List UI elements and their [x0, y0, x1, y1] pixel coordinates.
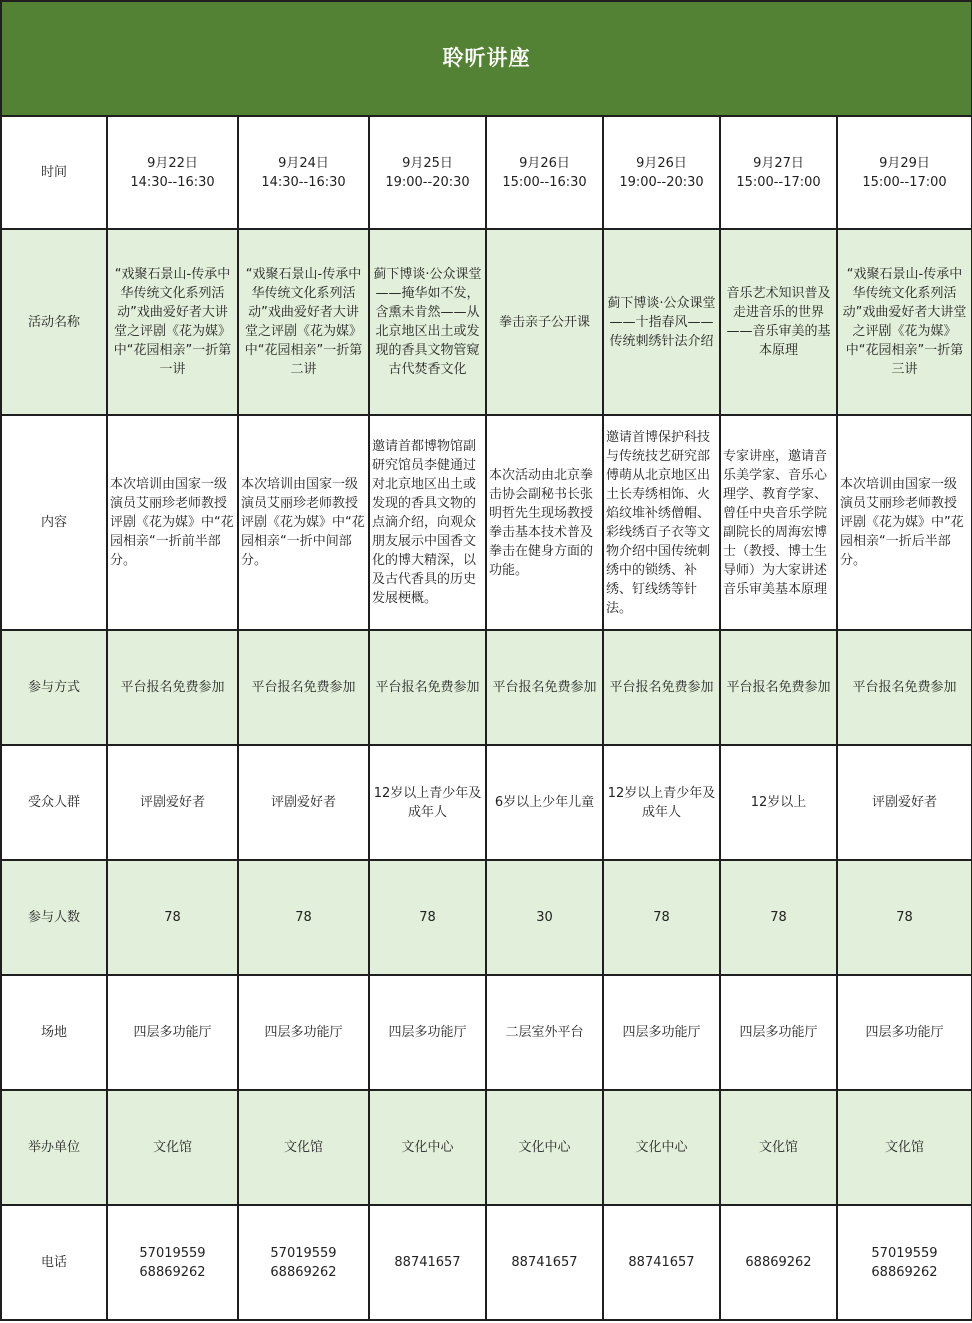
time-cell-2: 9月24日 14:30--16:30 [238, 116, 369, 229]
phone-cell-7: 57019559 68869262 [837, 1205, 972, 1320]
count-cell-1: 78 [107, 860, 238, 975]
row-label-count: 参与人数 [1, 860, 107, 975]
name-cell-1: “戏聚石景山-传承中华传统文化系列活动”戏曲爱好者大讲堂之评剧《花为媒》中“花园相亲”一折第一讲 [107, 229, 238, 415]
organizer-cell-1: 文化馆 [107, 1090, 238, 1205]
row-organizer [1, 1090, 972, 1205]
count-cell-7: 78 [837, 860, 972, 975]
method-cell-1: 平台报名免费参加 [107, 630, 238, 745]
count-cell-3: 78 [369, 860, 486, 975]
method-cell-3: 平台报名免费参加 [369, 630, 486, 745]
row-label-content: 内容 [1, 415, 107, 630]
venue-cell-2: 四层多功能厅 [238, 975, 369, 1090]
count-cell-4: 30 [486, 860, 603, 975]
row-label-organizer: 举办单位 [1, 1090, 107, 1205]
audience-cell-1: 评剧爱好者 [107, 745, 238, 860]
venue-cell-7: 四层多功能厅 [837, 975, 972, 1090]
time-cell-7: 9月29日 15:00--17:00 [837, 116, 972, 229]
count-cell-2: 78 [238, 860, 369, 975]
time-cell-3: 9月25日 19:00--20:30 [369, 116, 486, 229]
row-name [1, 229, 972, 415]
row-venue [1, 975, 972, 1090]
name-cell-4: 拳击亲子公开课 [486, 229, 603, 415]
organizer-cell-4: 文化中心 [486, 1090, 603, 1205]
title-row [1, 1, 972, 116]
phone-cell-2: 57019559 68869262 [238, 1205, 369, 1320]
time-cell-6: 9月27日 15:00--17:00 [720, 116, 837, 229]
phone-cell-4: 88741657 [486, 1205, 603, 1320]
audience-cell-3: 12岁以上青少年及成年人 [369, 745, 486, 860]
name-cell-6: 音乐艺术知识普及走进音乐的世界——音乐审美的基本原理 [720, 229, 837, 415]
row-audience [1, 745, 972, 860]
row-label-phone: 电话 [1, 1205, 107, 1320]
phone-cell-6: 68869262 [720, 1205, 837, 1320]
row-label-name: 活动名称 [1, 229, 107, 415]
organizer-cell-3: 文化中心 [369, 1090, 486, 1205]
row-label-method: 参与方式 [1, 630, 107, 745]
venue-cell-3: 四层多功能厅 [369, 975, 486, 1090]
organizer-cell-2: 文化馆 [238, 1090, 369, 1205]
row-content [1, 415, 972, 630]
venue-cell-6: 四层多功能厅 [720, 975, 837, 1090]
content-cell-5: 邀请首博保护科技与传统技艺研究部傅萌从北京地区出土长寿绣相饰、火焰纹堆补绣僧帽、彩线绣百子衣等文物介绍中国传统刺绣中的锁绣、补绣、钉线绣等针法。 [603, 415, 720, 630]
row-label-venue: 场地 [1, 975, 107, 1090]
time-cell-1: 9月22日 14:30--16:30 [107, 116, 238, 229]
audience-cell-6: 12岁以上 [720, 745, 837, 860]
table-title: 聆听讲座 [1, 1, 972, 116]
content-cell-2: 本次培训由国家一级演员艾丽珍老师教授评剧《花为媒》中“花园相亲“一折中间部分。 [238, 415, 369, 630]
method-cell-5: 平台报名免费参加 [603, 630, 720, 745]
content-cell-1: 本次培训由国家一级演员艾丽珍老师教授评剧《花为媒》中“花园相亲“一折前半部分。 [107, 415, 238, 630]
method-cell-7: 平台报名免费参加 [837, 630, 972, 745]
content-cell-3: 邀请首都博物馆副研究馆员李健通过对北京地区出土或发现的香具文物的点滴介绍，向观众朋友展示中国香文化的博大精深，以及古代香具的历史发展梗概。 [369, 415, 486, 630]
time-cell-4: 9月26日 15:00--16:30 [486, 116, 603, 229]
content-cell-6: 专家讲座，邀请音乐美学家、音乐心理学、教育学家、曾任中央音乐学院副院长的周海宏博士（教授、博士生导师）为大家讲述音乐审美基本原理 [720, 415, 837, 630]
phone-cell-1: 57019559 68869262 [107, 1205, 238, 1320]
phone-cell-3: 88741657 [369, 1205, 486, 1320]
row-time [1, 116, 972, 229]
count-cell-5: 78 [603, 860, 720, 975]
row-method [1, 630, 972, 745]
venue-cell-5: 四层多功能厅 [603, 975, 720, 1090]
audience-cell-7: 评剧爱好者 [837, 745, 972, 860]
venue-cell-1: 四层多功能厅 [107, 975, 238, 1090]
row-label-audience: 受众人群 [1, 745, 107, 860]
organizer-cell-6: 文化馆 [720, 1090, 837, 1205]
method-cell-2: 平台报名免费参加 [238, 630, 369, 745]
phone-cell-5: 88741657 [603, 1205, 720, 1320]
schedule-body [1, 116, 972, 1320]
content-cell-4: 本次活动由北京拳击协会副秘书长张明哲先生现场教授拳击基本技术普及拳击在健身方面的功能。 [486, 415, 603, 630]
audience-cell-2: 评剧爱好者 [238, 745, 369, 860]
organizer-cell-5: 文化中心 [603, 1090, 720, 1205]
method-cell-6: 平台报名免费参加 [720, 630, 837, 745]
method-cell-4: 平台报名免费参加 [486, 630, 603, 745]
audience-cell-4: 6岁以上少年儿童 [486, 745, 603, 860]
organizer-cell-7: 文化馆 [837, 1090, 972, 1205]
time-cell-5: 9月26日 19:00--20:30 [603, 116, 720, 229]
content-cell-7: 本次培训由国家一级演员艾丽珍老师教授评剧《花为媒》中”花园相亲“一折后半部分。 [837, 415, 972, 630]
name-cell-7: “戏聚石景山-传承中华传统文化系列活动”戏曲爱好者大讲堂之评剧《花为媒》中“花园相亲”一折第三讲 [837, 229, 972, 415]
name-cell-3: 蓟下博谈·公众课堂——掩华如不发，含熏未肯然——从北京地区出土或发现的香具文物管窥古代焚香文化 [369, 229, 486, 415]
row-phone [1, 1205, 972, 1320]
row-label-time: 时间 [1, 116, 107, 229]
name-cell-2: “戏聚石景山-传承中华传统文化系列活动”戏曲爱好者大讲堂之评剧《花为媒》中“花园相亲”一折第二讲 [238, 229, 369, 415]
name-cell-5: 蓟下博谈·公众课堂——十指春风——传统刺绣针法介绍 [603, 229, 720, 415]
audience-cell-5: 12岁以上青少年及成年人 [603, 745, 720, 860]
count-cell-6: 78 [720, 860, 837, 975]
venue-cell-4: 二层室外平台 [486, 975, 603, 1090]
row-count [1, 860, 972, 975]
